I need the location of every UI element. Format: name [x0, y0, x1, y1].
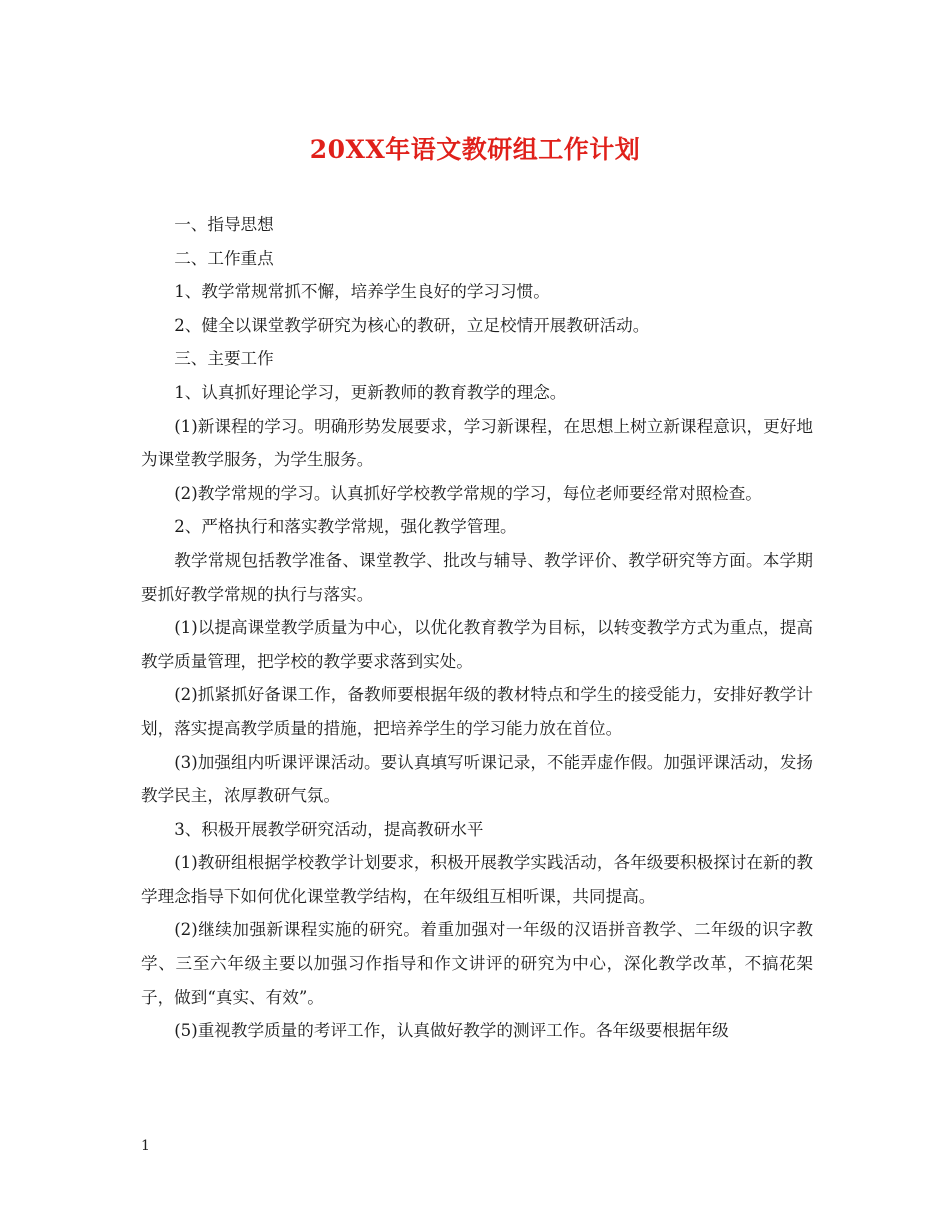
- paragraph-main-work: 三、主要工作: [174, 349, 274, 369]
- page-number: 1: [141, 1138, 150, 1154]
- document-title: 20XX年语文教研组工作计划: [309, 135, 641, 164]
- paragraph: 2、严格执行和落实教学常规，强化教学管理。: [174, 517, 517, 537]
- paragraph: (1)教研组根据学校教学计划要求，积极开展教学实践活动，各年级要积极探讨在新的教学理念指导下如何优化课堂教学结构，在年级组互相听课，共同提高。: [141, 853, 813, 906]
- paragraph: 2、健全以课堂教学研究为核心的教研，立足校情开展教研活动。: [174, 315, 650, 335]
- paragraph: (1)新课程的学习。明确形势发展要求，学习新课程，在思想上树立新课程意识，更好地为课堂教学服务，为学生服务。: [141, 416, 813, 470]
- paragraph: 1、教学常规常抓不懈，培养学生良好的学习习惯。: [174, 282, 550, 302]
- document-body: [141, 208, 813, 1048]
- paragraph: 教学常规包括教学准备、课堂教学、批改与辅导、教学评价、教学研究等方面。本学期要抓好教学常规的执行与落实。: [141, 550, 813, 604]
- paragraph: (2)抓紧抓好备课工作，备教师要根据年级的教材特点和学生的接受能力，安排好教学计划，落实提高教学质量的措施，把培养学生的学习能力放在首位。: [141, 685, 813, 738]
- paragraph-work-focus: 二、工作重点: [174, 248, 274, 268]
- paragraph: 3、积极开展教学研究活动，提高教研水平: [174, 819, 484, 839]
- paragraph-guiding-ideology: 一、指导思想: [174, 215, 274, 234]
- paragraph: (1)以提高课堂教学质量为中心，以优化教育教学为目标，以转变教学方式为重点，提高教学质量管理，把学校的教学要求落到实处。: [141, 618, 813, 671]
- paragraph: (2)教学常规的学习。认真抓好学校教学常规的学习，每位老师要经常对照检查。: [174, 483, 762, 503]
- paragraph: 1、认真抓好理论学习，更新教师的教育教学的理念。: [174, 382, 567, 402]
- paragraph: (3)加强组内听课评课活动。要认真填写听课记录，不能弄虚作假。加强评课活动，发扬教学民主，浓厚教研气氛。: [141, 752, 813, 806]
- paragraph: (5)重视教学质量的考评工作，认真做好教学的测评工作。各年级要根据年级: [174, 1021, 729, 1041]
- paragraph: (2)继续加强新课程实施的研究。着重加强对一年级的汉语拼音教学、二年级的识字教学、三至六年级主要以加强习作指导和作文讲评的研究为中心，深化教学改革，不搞花架子，做到“真实、有效”。: [141, 920, 813, 1007]
